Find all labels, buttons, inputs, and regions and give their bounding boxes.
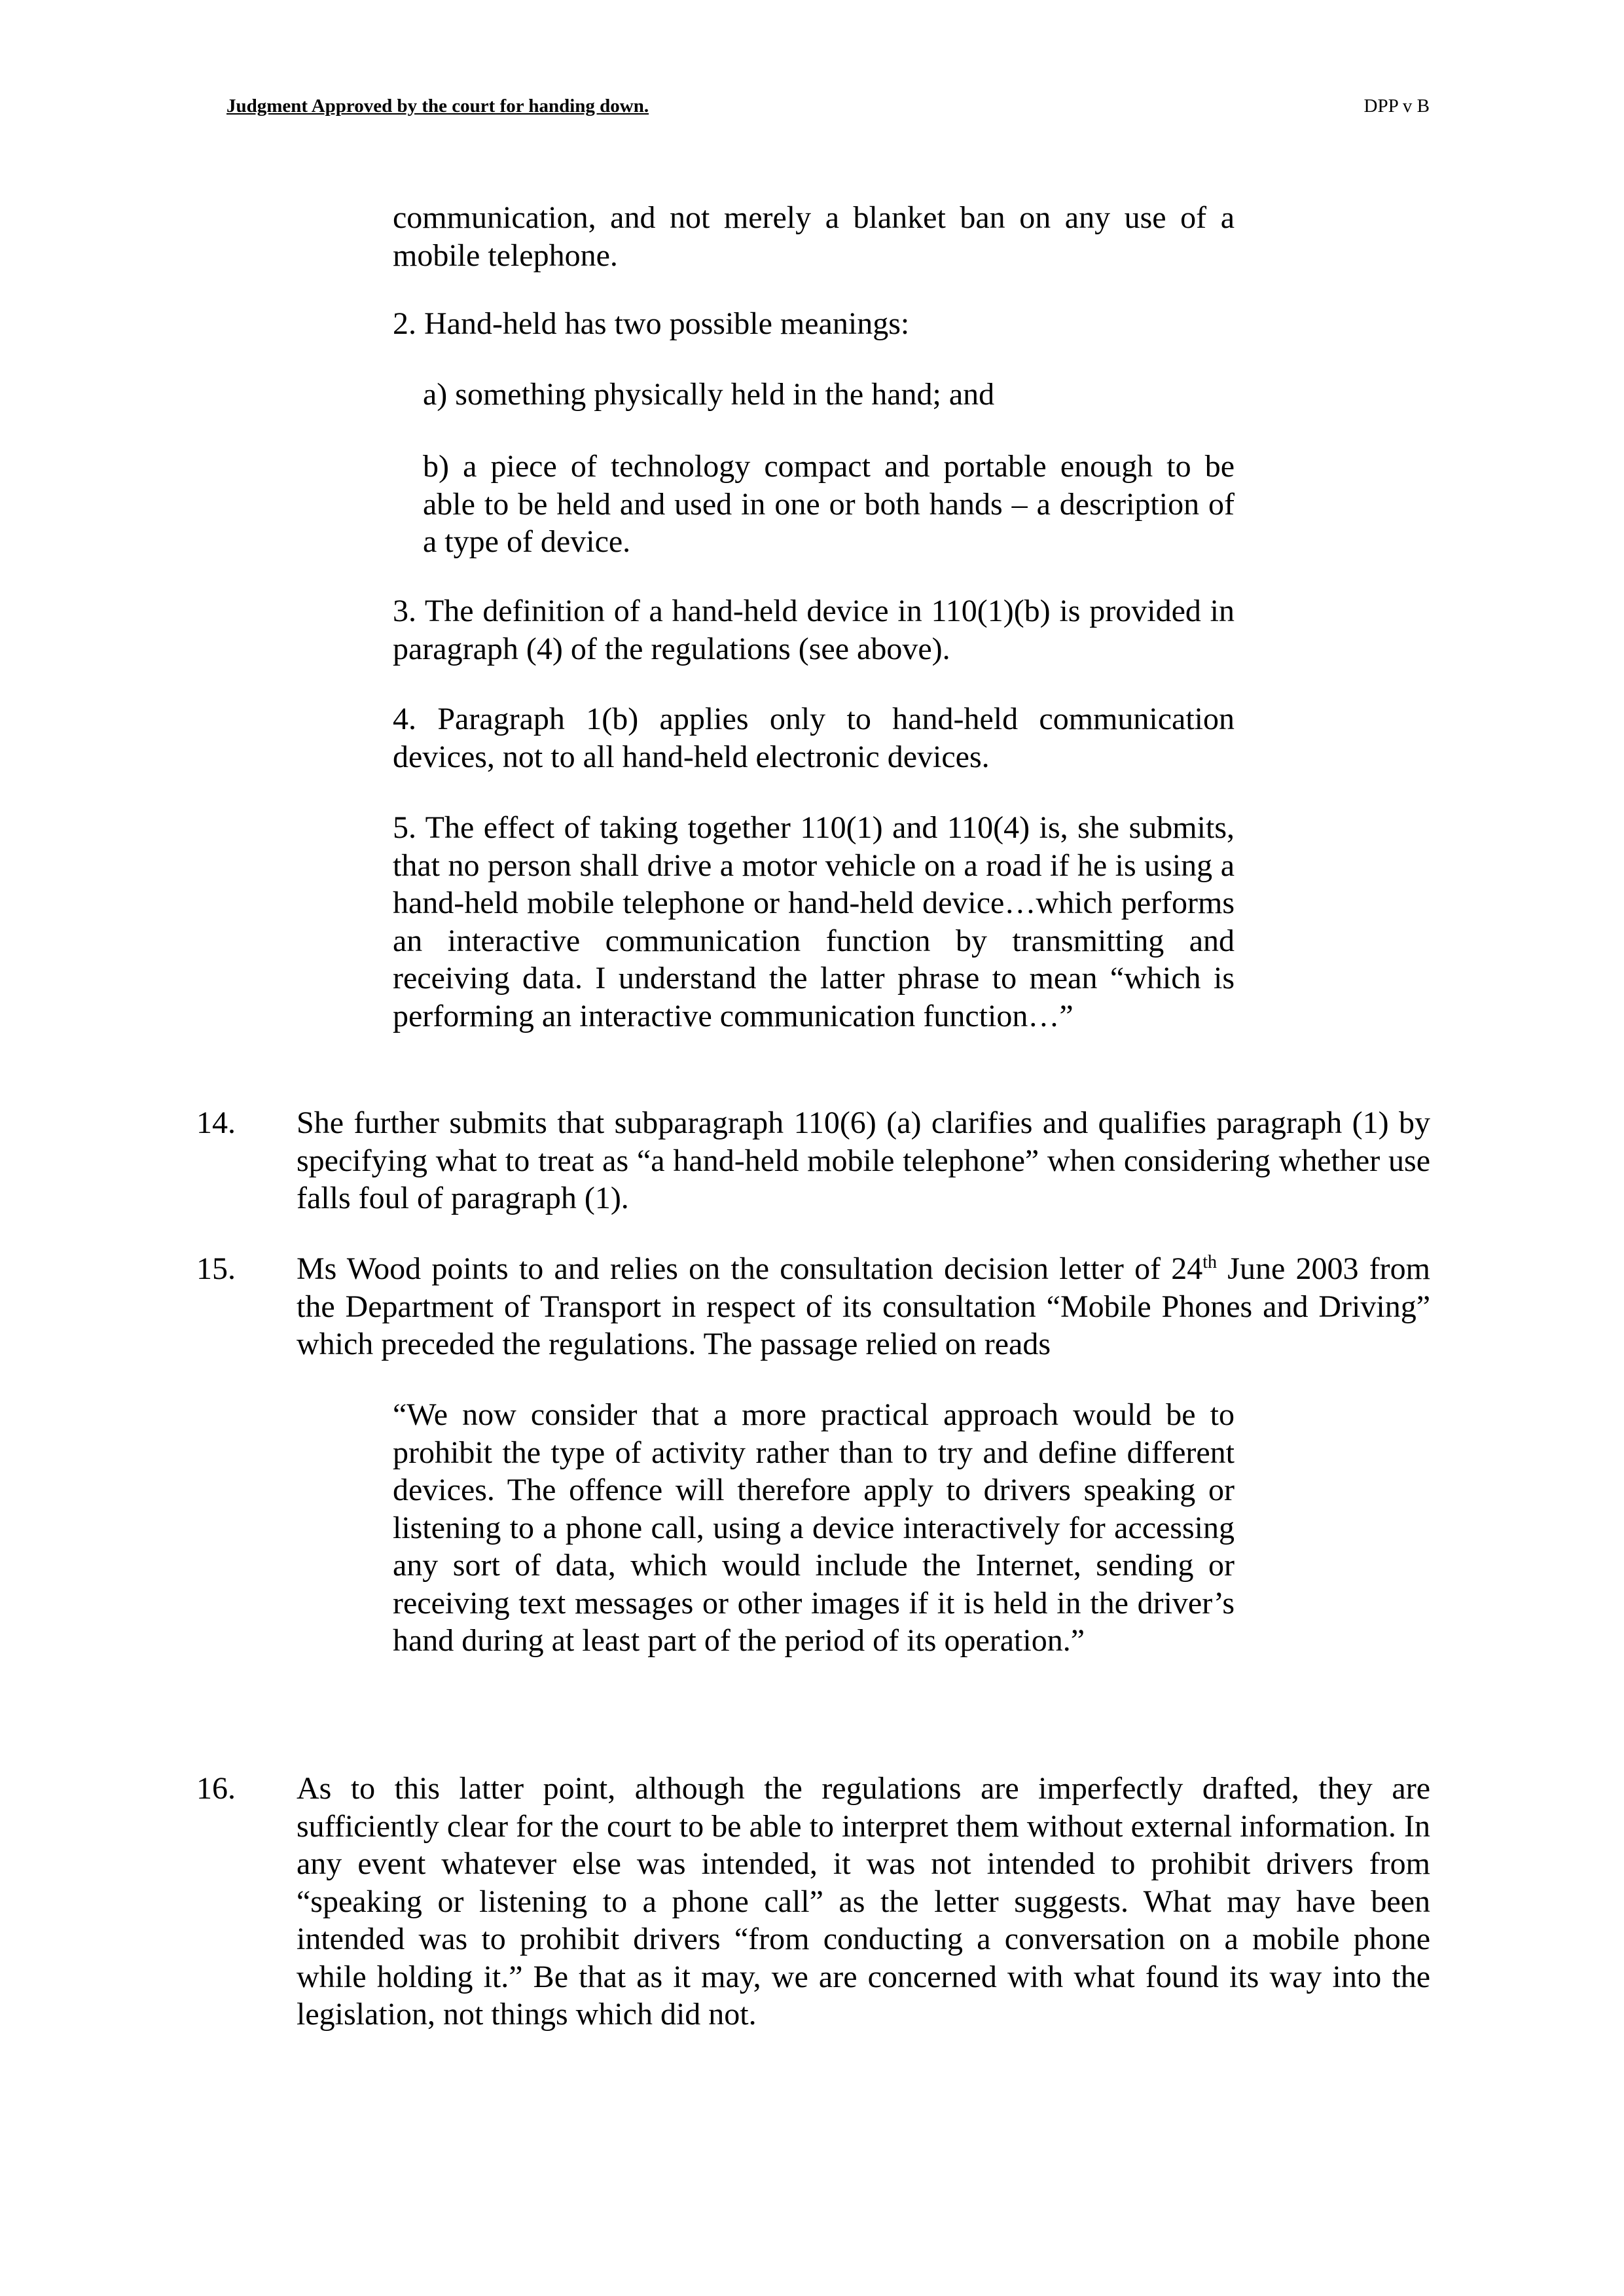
- header-title: Judgment Approved by the court for handing down.: [226, 96, 649, 117]
- paragraph-text: As to this latter point, although the regulations are imperfectly drafted, they are sufficiently clear for the court to be able to interpret them without external information. In any event whatever else was intended, it was not intended to prohibit drivers from “speaking or listening to a phone call” as the letter suggests. What may have been intended was to prohibit drivers “from conducting a conversation on a mobile phone while holding it.” Be that as it may, we are concerned with what found its way into the legislation, not things which did not.: [297, 1771, 1430, 2032]
- paragraph-text: She further submits that subparagraph 110(6) (a) clarifies and qualifies paragraph (1) by specifying what to treat as “a hand-held mobile telephone” when considering whether use falls foul of paragraph (1).: [297, 1105, 1430, 1215]
- submission-item-5: 5. The effect of taking together 110(1) and 110(4) is, she submits, that no person shall drive a motor vehicle on a road if he is using a hand-held mobile telephone or hand-held device…which performs an interactive communication function by transmitting and receiving data. I understand the latter phrase to mean “which is performing an interactive communication function…”: [393, 810, 1235, 1033]
- paragraph-text: [297, 1250, 1430, 1363]
- paragraph-number: 16.: [196, 1771, 236, 1806]
- case-name: DPP v B: [1363, 96, 1430, 117]
- ordinal-suffix: th: [1202, 1252, 1218, 1272]
- quoted-passage: “We now consider that a more practical approach would be to prohibit the type of activity rather than to try and define different devices. The offence will therefore apply to drivers speaking or listening to a phone call, using a device interactively for accessing any sort of data, which would include the Internet, sending or receiving text messages or other images if it is held in the driver’s hand during at least part of the period of its operation.”: [393, 1397, 1235, 1658]
- submission-continuation: communication, and not merely a blanket ban on any use of a mobile telephone.: [393, 200, 1235, 273]
- paragraph-text-end: June 2003 from the Department of Transport in respect of its consultation “Mobile Phones and Driving” which preceded the regulations. The passage relied on reads: [297, 1251, 1430, 1361]
- paragraph-number: 14.: [196, 1105, 236, 1140]
- submission-item-2: 2. Hand-held has two possible meanings:: [393, 306, 910, 341]
- submission-item-3: 3. The definition of a hand-held device in 110(1)(b) is provided in paragraph (4) of the regulations (see above).: [393, 594, 1235, 666]
- page-header: [226, 93, 1430, 119]
- paragraph-number: 15.: [196, 1251, 236, 1286]
- submission-item-2a: a) something physically held in the hand; and: [423, 377, 995, 412]
- submission-item-4: 4. Paragraph 1(b) applies only to hand-held communication devices, not to all hand-held electronic devices.: [393, 702, 1235, 774]
- submission-item-2b: b) a piece of technology compact and portable enough to be able to be held and used in one or both hands – a description of a type of device.: [423, 449, 1235, 559]
- paragraph-text-start: Ms Wood points to and relies on the consultation decision letter of 24: [297, 1251, 1203, 1286]
